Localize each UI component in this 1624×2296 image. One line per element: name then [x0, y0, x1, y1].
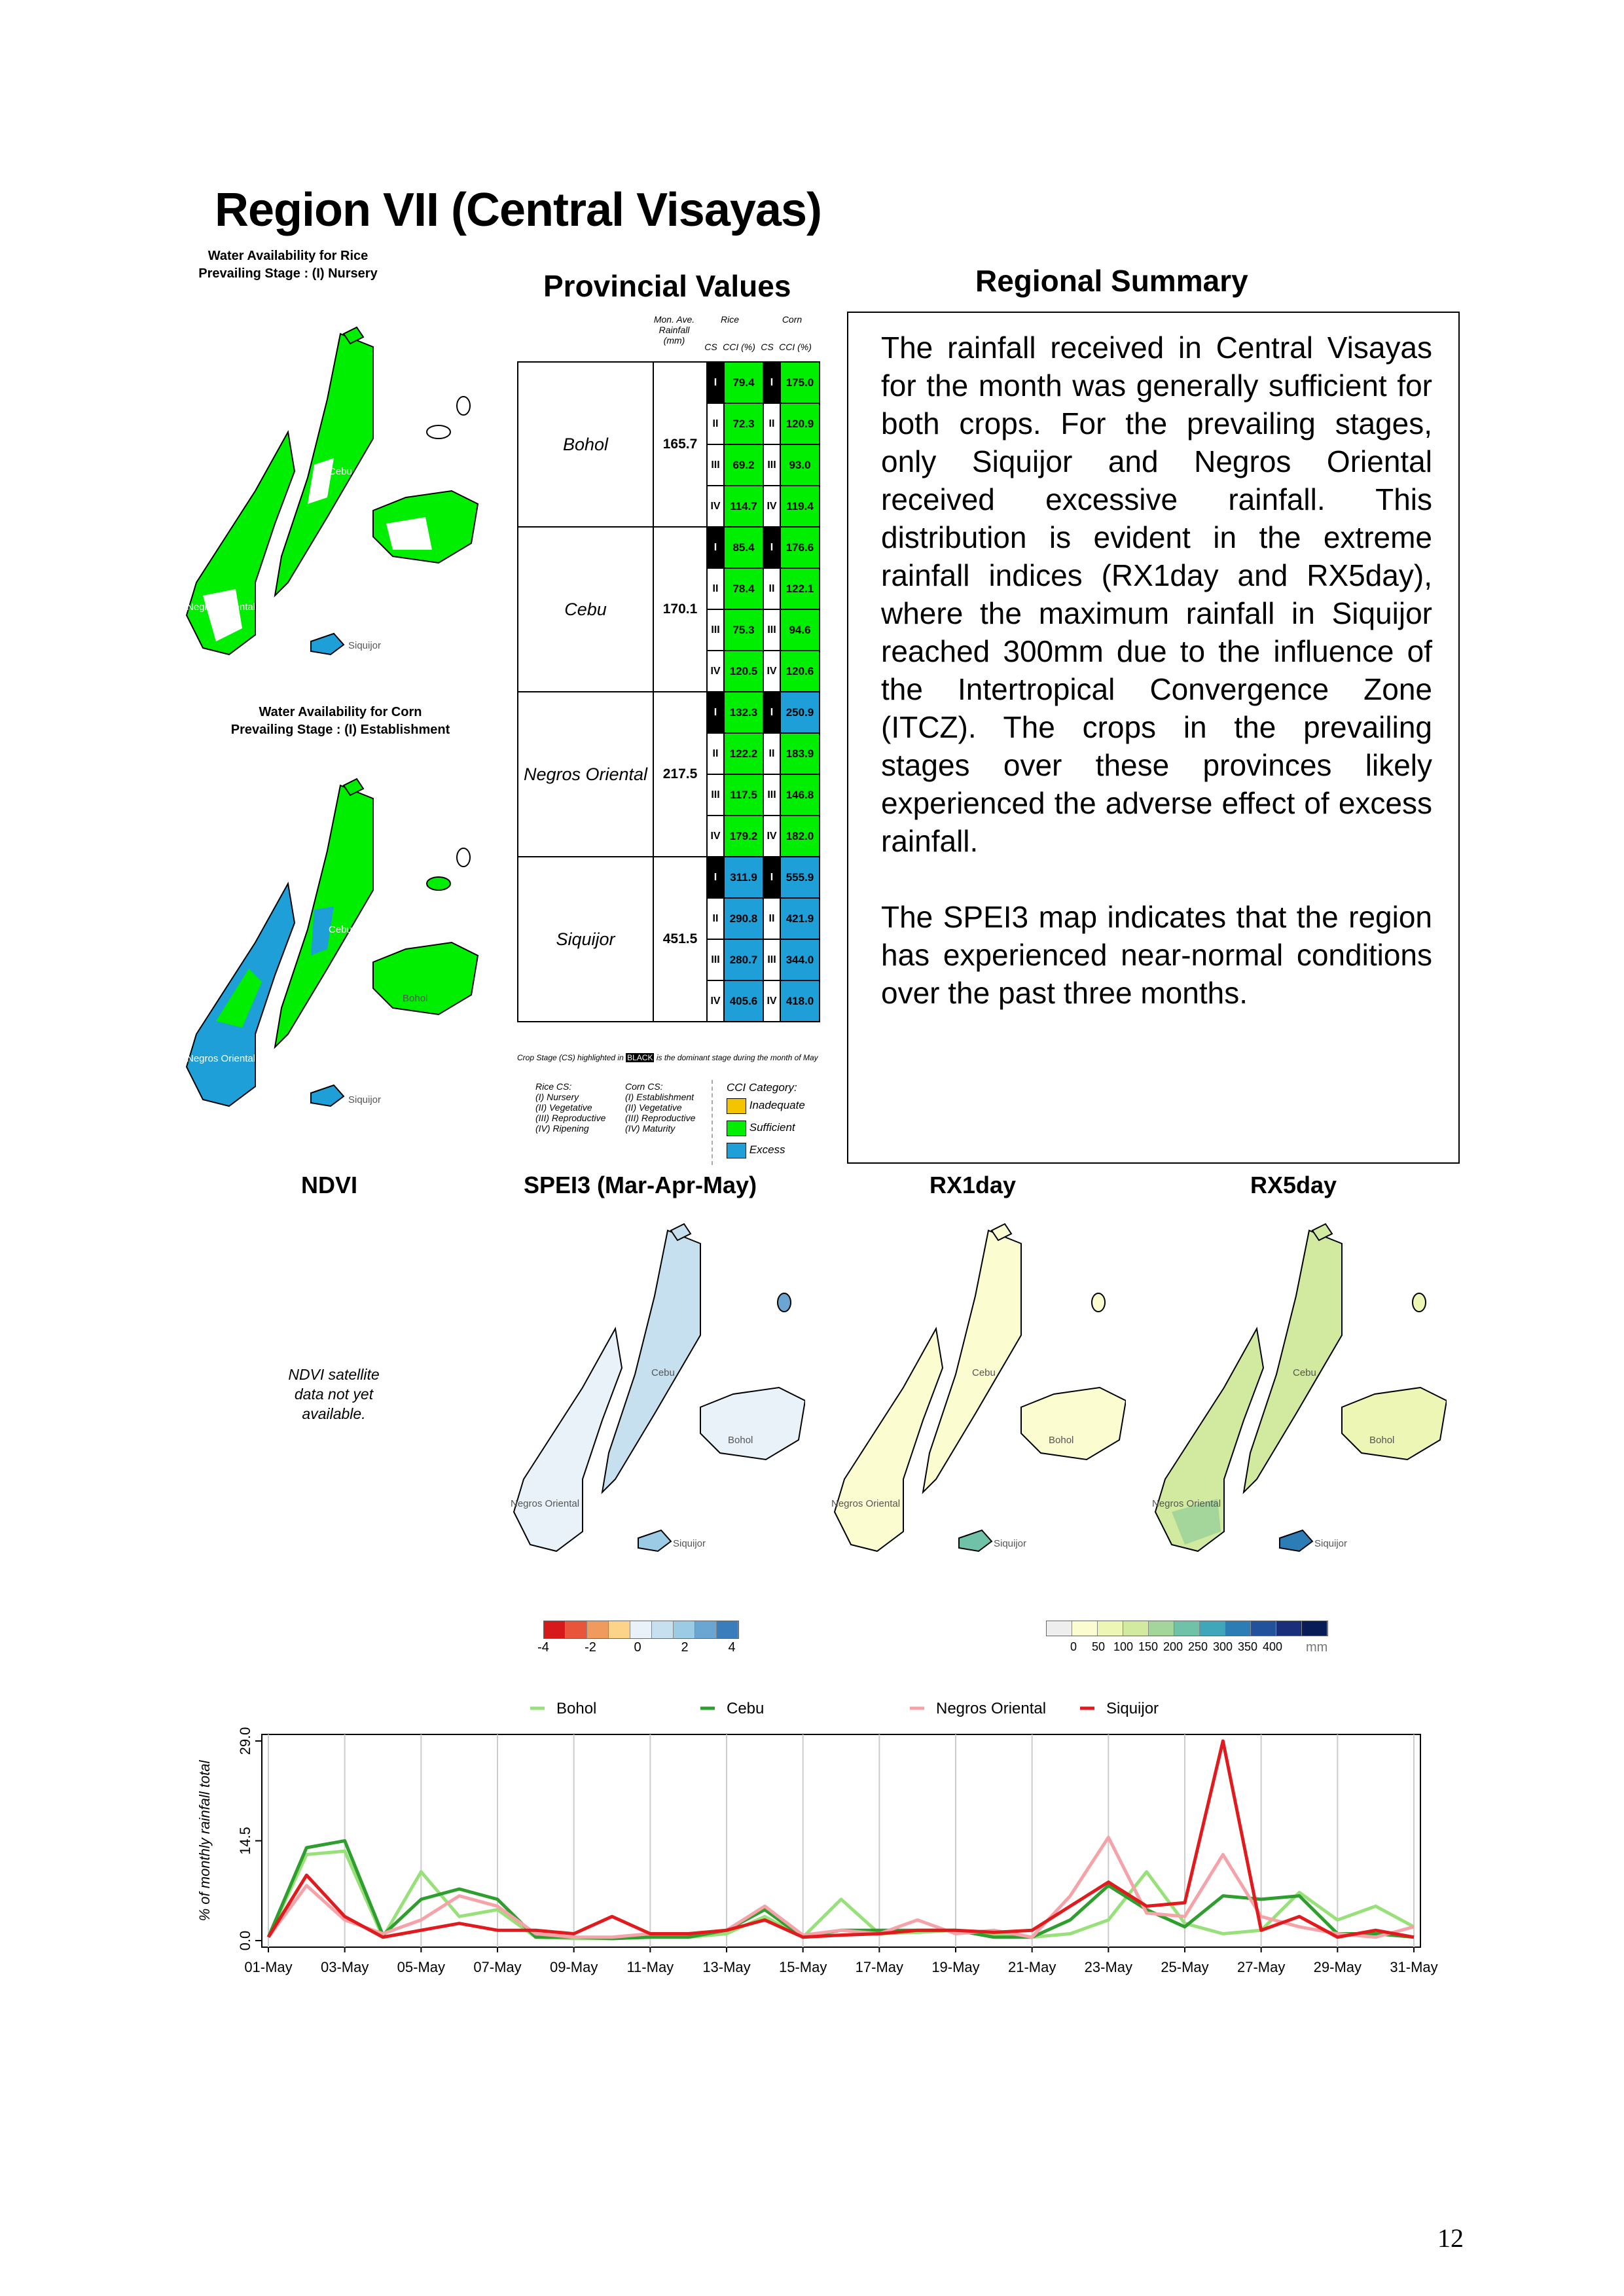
rx-color-scale — [1046, 1621, 1328, 1636]
province-rainfall: 217.5 — [653, 692, 707, 857]
cci-excess: Excess — [727, 1139, 805, 1161]
corn-availability-map — [177, 759, 491, 1126]
rice-cci-value: 69.2 — [724, 444, 763, 486]
rice-crop-stage: II — [707, 898, 724, 939]
spei-scale-tick: 4 — [728, 1640, 736, 1655]
corn-cci-value: 250.9 — [780, 692, 820, 733]
map-label-cebu: Cebu — [329, 924, 352, 935]
rice-cci-value: 120.5 — [724, 651, 763, 692]
cci-inadequate: Inadequate — [727, 1094, 805, 1117]
rice-cci-value: 280.7 — [724, 939, 763, 980]
rice-cci-value: 78.4 — [724, 568, 763, 609]
rice-crop-stage: I — [707, 362, 724, 403]
rx-scale-swatch — [1047, 1621, 1072, 1636]
rice-cci-value: 117.5 — [724, 774, 763, 816]
spei-scale-tick: 0 — [634, 1640, 641, 1655]
table-row — [518, 692, 820, 733]
rice-cci-value: 290.8 — [724, 898, 763, 939]
rice-crop-stage: II — [707, 733, 724, 774]
siquijor-island — [959, 1530, 992, 1551]
corn-cci-value: 146.8 — [780, 774, 820, 816]
rice-crop-stage: II — [707, 403, 724, 444]
negros-island — [514, 1329, 622, 1551]
map-label-negros: Negros Oriental — [187, 601, 256, 613]
rice-crop-stage: III — [707, 609, 724, 651]
corn-crop-stage: II — [763, 733, 780, 774]
map-label-negros: Negros Oriental — [831, 1498, 901, 1509]
x-tick-label: 07-May — [473, 1959, 522, 1975]
rice-crop-stage: I — [707, 857, 724, 898]
corn-cci-value: 555.9 — [780, 857, 820, 898]
y-axis-label: % of monthly rainfall total — [196, 1760, 213, 1922]
rice-crop-stage: IV — [707, 816, 724, 857]
map-label-cebu: Cebu — [972, 1367, 996, 1378]
page-number: 12 — [1437, 2223, 1464, 2253]
table-row — [518, 527, 820, 568]
rice-cs-legend: Rice CS: (I) Nursery (II) Vegetative (III) Reproductive (IV) Ripening — [535, 1081, 606, 1134]
province-rainfall: 165.7 — [653, 362, 707, 527]
negros-island — [835, 1329, 943, 1551]
corn-map-title: Water Availability for Corn Prevailing Stage : (I) Establishment — [230, 705, 450, 737]
rx5day-title: RX5day — [1250, 1172, 1337, 1198]
corn-cci-value: 122.1 — [780, 568, 820, 609]
daily-rainfall-chart — [190, 1695, 1447, 1996]
rice-cci-value: 75.3 — [724, 609, 763, 651]
rice-crop-stage: IV — [707, 651, 724, 692]
small-island — [457, 848, 470, 867]
rx1day-title: RX1day — [929, 1172, 1017, 1198]
bohol-island — [1342, 1388, 1447, 1460]
cci-sufficient: Sufficient — [727, 1117, 805, 1139]
rx-scale-tick: 100 — [1113, 1640, 1134, 1653]
x-tick-label: 29-May — [1313, 1959, 1362, 1975]
rx-scale-tick: 400 — [1262, 1640, 1283, 1653]
x-tick-label: 17-May — [855, 1959, 904, 1975]
province-name: Siquijor — [518, 857, 653, 1022]
corn-crop-stage: III — [763, 774, 780, 816]
rx5day-map — [1146, 1204, 1447, 1584]
corn-crop-stage: IV — [763, 980, 780, 1022]
x-tick-label: 21-May — [1007, 1959, 1056, 1975]
rice-cci-value: 85.4 — [724, 527, 763, 568]
corn-crop-stage: II — [763, 898, 780, 939]
corn-crop-stage: I — [763, 857, 780, 898]
small-island — [1413, 1293, 1426, 1312]
small-island — [427, 425, 450, 439]
spei-scale-swatch — [695, 1621, 717, 1638]
map-label-cebu: Cebu — [1293, 1367, 1316, 1378]
rx-scale-tick: 300 — [1212, 1640, 1233, 1653]
rx-scale-tick: 350 — [1237, 1640, 1258, 1653]
corn-cci-value: 418.0 — [780, 980, 820, 1022]
rx-scale-unit: mm — [1306, 1640, 1328, 1655]
corn-crop-stage: II — [763, 568, 780, 609]
rice-cci-value: 311.9 — [724, 857, 763, 898]
province-rainfall: 170.1 — [653, 527, 707, 692]
rice-crop-stage: III — [707, 939, 724, 980]
corn-cci-value: 176.6 — [780, 527, 820, 568]
col-header-rice-cci: CCI (%) — [723, 342, 755, 352]
corn-crop-stage: II — [763, 403, 780, 444]
rx-scale-swatch — [1200, 1621, 1225, 1636]
rice-cci-value: 79.4 — [724, 362, 763, 403]
corn-crop-stage: IV — [763, 486, 780, 527]
spei-scale-ticks — [530, 1640, 766, 1657]
spei-color-scale — [543, 1621, 739, 1639]
provincial-values-table — [517, 361, 820, 1022]
rx-scale-swatch — [1174, 1621, 1200, 1636]
rx-scale-swatch — [1072, 1621, 1098, 1636]
small-island — [778, 1293, 791, 1312]
rice-cci-value: 122.2 — [724, 733, 763, 774]
x-tick-label: 09-May — [549, 1959, 598, 1975]
bohol-island — [1021, 1388, 1126, 1460]
spei3-map — [504, 1204, 805, 1584]
cci-legend: CCI Category: Inadequate Sufficient Excess — [727, 1081, 805, 1161]
corn-cci-value: 175.0 — [780, 362, 820, 403]
corn-cci-value: 119.4 — [780, 486, 820, 527]
rx-scale-swatch — [1302, 1621, 1327, 1636]
corn-crop-stage: III — [763, 939, 780, 980]
siquijor-island — [638, 1530, 671, 1551]
x-tick-label: 31-May — [1390, 1959, 1438, 1975]
x-tick-label: 11-May — [626, 1959, 674, 1975]
rice-cci-value: 405.6 — [724, 980, 763, 1022]
spei-scale-tick: -2 — [585, 1640, 596, 1655]
x-tick-label: 03-May — [320, 1959, 369, 1975]
rice-cci-value: 72.3 — [724, 403, 763, 444]
map-label-bohol: Bohol — [1049, 1435, 1074, 1446]
spei-scale-swatch — [630, 1621, 652, 1638]
x-tick-label: 05-May — [397, 1959, 446, 1975]
col-header-corn-cs: CS — [761, 342, 774, 352]
siquijor-island — [1280, 1530, 1312, 1551]
x-tick-label: 19-May — [931, 1959, 980, 1975]
map-label-siquijor: Siquijor — [348, 1094, 382, 1105]
siquijor-island — [311, 634, 344, 655]
corn-crop-stage: I — [763, 362, 780, 403]
rx-scale-swatch — [1276, 1621, 1302, 1636]
rice-crop-stage: II — [707, 568, 724, 609]
small-island — [427, 877, 450, 890]
map-label-bohol: Bohol — [403, 993, 428, 1004]
province-name: Negros Oriental — [518, 692, 653, 857]
legend-label: Bohol — [556, 1700, 597, 1717]
rx-scale-tick: 0 — [1070, 1640, 1077, 1653]
x-tick-label: 25-May — [1161, 1959, 1209, 1975]
rx1day-map — [825, 1204, 1126, 1584]
corn-crop-stage: IV — [763, 816, 780, 857]
corn-crop-stage: I — [763, 692, 780, 733]
table-row — [518, 857, 820, 898]
rice-crop-stage: IV — [707, 486, 724, 527]
map-label-siquijor: Siquijor — [1314, 1538, 1348, 1549]
map-label-siquijor: Siquijor — [994, 1538, 1027, 1549]
spei-title: SPEI3 (Mar-Apr-May) — [524, 1172, 757, 1198]
map-label-negros: Negros Oriental — [511, 1498, 580, 1509]
corn-cs-legend: Corn CS: (I) Establishment (II) Vegetative (III) Reproductive (IV) Maturity — [625, 1081, 696, 1134]
table-row — [518, 362, 820, 403]
legend-label: Siquijor — [1106, 1700, 1159, 1717]
col-header-rice-cs: CS — [704, 342, 717, 352]
spei-scale-swatch — [652, 1621, 674, 1638]
map-label-cebu: Cebu — [651, 1367, 675, 1378]
table-footnote: Crop Stage (CS) highlighted in BLACK is the dominant stage during the month of May — [517, 1053, 818, 1062]
corn-cci-value: 421.9 — [780, 898, 820, 939]
y-tick-label: 14.5 — [237, 1827, 253, 1855]
plot-area — [262, 1734, 1420, 1947]
x-tick-label: 27-May — [1236, 1959, 1286, 1975]
regional-summary-heading: Regional Summary — [975, 264, 1248, 298]
rice-crop-stage: I — [707, 692, 724, 733]
province-rainfall: 451.5 — [653, 857, 707, 1022]
col-header-corn: Corn — [782, 314, 803, 325]
corn-cci-value: 120.6 — [780, 651, 820, 692]
corn-cci-value: 120.9 — [780, 403, 820, 444]
x-tick-label: 01-May — [244, 1959, 293, 1975]
rice-crop-stage: I — [707, 527, 724, 568]
provincial-values-heading: Provincial Values — [543, 269, 791, 303]
col-header-corn-cci: CCI (%) — [779, 342, 812, 352]
legend-divider — [712, 1080, 713, 1165]
corn-crop-stage: I — [763, 527, 780, 568]
corn-crop-stage: III — [763, 444, 780, 486]
legend-label: Cebu — [727, 1700, 765, 1717]
map-label-cebu: Cebu — [329, 466, 352, 477]
map-label-negros: Negros Oriental — [187, 1053, 256, 1064]
legend-label: Negros Oriental — [936, 1700, 1047, 1717]
corn-cci-value: 344.0 — [780, 939, 820, 980]
rice-crop-stage: III — [707, 444, 724, 486]
map-label-bohol: Bohol — [403, 538, 428, 549]
spei-scale-tick: 2 — [681, 1640, 689, 1655]
corn-cci-value: 94.6 — [780, 609, 820, 651]
rx-scale-swatch — [1149, 1621, 1174, 1636]
y-tick-label: 29.0 — [237, 1727, 253, 1755]
siquijor-island — [311, 1085, 344, 1106]
spei-scale-tick: -4 — [537, 1640, 549, 1655]
spei-scale-swatch — [609, 1621, 630, 1638]
spei-scale-swatch — [674, 1621, 695, 1638]
x-tick-label: 23-May — [1084, 1959, 1133, 1975]
regional-summary-box — [847, 312, 1460, 1164]
ndvi-title: NDVI — [301, 1172, 358, 1198]
spei-scale-swatch — [717, 1621, 738, 1638]
summary-paragraph-2: The SPEI3 map indicates that the region has experienced near-normal conditions over the past three months. — [881, 900, 1432, 1010]
col-header-rice: Rice — [720, 314, 739, 325]
small-island — [1092, 1293, 1105, 1312]
rx-scale-tick: 150 — [1138, 1640, 1159, 1653]
rice-cci-value: 114.7 — [724, 486, 763, 527]
province-name: Bohol — [518, 362, 653, 527]
bohol-island — [700, 1388, 805, 1460]
col-header-rain: Mon. Ave. Rainfall (mm) — [653, 314, 695, 346]
y-tick-label: 0.0 — [237, 1930, 253, 1951]
map-label-negros: Negros Oriental — [1152, 1498, 1221, 1509]
corn-crop-stage: IV — [763, 651, 780, 692]
ndvi-note: NDVI satellite data not yet available. — [288, 1366, 380, 1422]
map-label-bohol: Bohol — [728, 1435, 753, 1446]
rx-scale-tick: 50 — [1091, 1640, 1106, 1653]
rx-scale-swatch — [1098, 1621, 1123, 1636]
spei-scale-swatch — [544, 1621, 566, 1638]
rx-scale-swatch — [1225, 1621, 1251, 1636]
summary-paragraph-1: The rainfall received in Central Visayas for the month was generally sufficient for both crops. For the prevailing stages, only Siquijor and Negros Oriental received excessive rainfall. This distribution is evident in the extreme rainfall indices (RX1day and RX5day), where the maximum rainfall in Siquijor reached 300mm due to the influence of the Intertropical Convergence Zone (ITCZ). The crops in the prevailing stages over these provinces likely experienced the adverse effect of excess rainfall. — [881, 331, 1432, 858]
rice-cci-value: 132.3 — [724, 692, 763, 733]
rice-map-title: Water Availability for Rice Prevailing Stage : (I) Nursery — [198, 249, 378, 281]
rx-scale-swatch — [1123, 1621, 1149, 1636]
rx-scale-ticks — [1060, 1640, 1335, 1657]
corn-cci-value: 182.0 — [780, 816, 820, 857]
corn-cci-value: 93.0 — [780, 444, 820, 486]
x-tick-label: 13-May — [702, 1959, 751, 1975]
rice-cci-value: 179.2 — [724, 816, 763, 857]
province-name: Cebu — [518, 527, 653, 692]
rx-scale-tick: 250 — [1187, 1640, 1208, 1653]
corn-cci-value: 183.9 — [780, 733, 820, 774]
small-island — [457, 397, 470, 415]
rice-crop-stage: III — [707, 774, 724, 816]
rice-availability-map — [177, 308, 491, 674]
map-label-bohol: Bohol — [1369, 1435, 1395, 1446]
spei-scale-swatch — [566, 1621, 587, 1638]
map-label-siquijor: Siquijor — [348, 640, 382, 651]
map-label-siquijor: Siquijor — [673, 1538, 706, 1549]
page-title: Region VII (Central Visayas) — [215, 184, 821, 236]
spei-scale-swatch — [587, 1621, 609, 1638]
corn-crop-stage: III — [763, 609, 780, 651]
rice-crop-stage: IV — [707, 980, 724, 1022]
x-tick-label: 15-May — [778, 1959, 827, 1975]
rx-scale-tick: 200 — [1163, 1640, 1183, 1653]
rx-scale-swatch — [1251, 1621, 1276, 1636]
